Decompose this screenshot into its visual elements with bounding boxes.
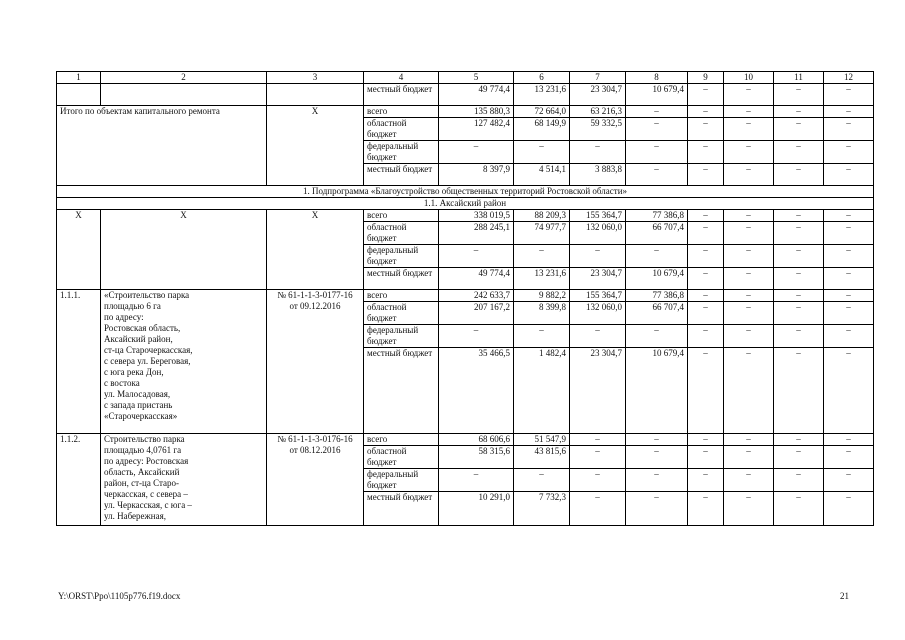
source-label: местный бюджет (364, 348, 439, 434)
source-label: областной бюджет (364, 118, 439, 141)
dash-cell: – (570, 325, 626, 348)
column-header: 6 (514, 72, 570, 84)
dash-cell: – (774, 268, 824, 290)
dash-cell: – (688, 446, 724, 469)
dash-cell: – (439, 141, 514, 164)
section-row (57, 198, 874, 210)
budget-table (56, 71, 874, 526)
object-document: № 61-1-1-3-0176-16 от 08.12.2016 (267, 434, 364, 526)
value-cell: 51 547,9 (514, 434, 570, 446)
dash-cell: – (824, 84, 874, 106)
value-cell: 10 679,4 (626, 348, 688, 434)
column-header: 1 (57, 72, 101, 84)
dash-cell: – (774, 222, 824, 245)
dash-cell: – (774, 302, 824, 325)
value-cell: 13 231,6 (514, 84, 570, 106)
column-header: 4 (364, 72, 439, 84)
itog-title: Итого по объектам капитального ремонта (57, 106, 267, 186)
dash-cell: – (626, 325, 688, 348)
dash-cell: – (774, 492, 824, 526)
value-cell: 72 664,0 (514, 106, 570, 118)
value-cell: 7 732,3 (514, 492, 570, 526)
dash-cell: – (824, 268, 874, 290)
x-cell: Х (57, 210, 101, 290)
table-row (57, 434, 874, 446)
dash-cell: – (774, 84, 824, 106)
dash-cell: – (724, 268, 774, 290)
dash-cell: – (688, 325, 724, 348)
dash-cell: – (439, 469, 514, 492)
source-label: федеральный бюджет (364, 325, 439, 348)
column-header: 3 (267, 72, 364, 84)
value-cell: 135 880,3 (439, 106, 514, 118)
value-cell: 4 514,1 (514, 164, 570, 186)
dash-cell: – (774, 106, 824, 118)
value-cell: 77 386,8 (626, 210, 688, 222)
dash-cell: – (688, 141, 724, 164)
source-label: местный бюджет (364, 492, 439, 526)
source-label: местный бюджет (364, 164, 439, 186)
dash-cell: – (824, 446, 874, 469)
value-cell: 10 291,0 (439, 492, 514, 526)
dash-cell: – (724, 434, 774, 446)
dash-cell: – (774, 210, 824, 222)
dash-cell: – (626, 434, 688, 446)
dash-cell: – (688, 164, 724, 186)
dash-cell: – (724, 84, 774, 106)
source-label: всего (364, 434, 439, 446)
source-label: областной бюджет (364, 446, 439, 469)
dash-cell: – (570, 469, 626, 492)
source-label: федеральный бюджет (364, 469, 439, 492)
dash-cell: – (626, 141, 688, 164)
dash-cell: – (824, 222, 874, 245)
dash-cell: – (724, 222, 774, 245)
value-cell: 74 977,7 (514, 222, 570, 245)
dash-cell: – (824, 302, 874, 325)
column-header: 2 (101, 72, 267, 84)
dash-cell: – (439, 245, 514, 268)
dash-cell: – (626, 164, 688, 186)
column-header: 5 (439, 72, 514, 84)
value-cell: 8 399,8 (514, 302, 570, 325)
district-title: 1.1. Аксайский район (57, 198, 874, 210)
column-header: 9 (688, 72, 724, 84)
source-label: федеральный бюджет (364, 141, 439, 164)
value-cell: 10 679,4 (626, 268, 688, 290)
value-cell: 207 167,2 (439, 302, 514, 325)
source-label: всего (364, 290, 439, 302)
value-cell: 88 209,3 (514, 210, 570, 222)
dash-cell: – (724, 290, 774, 302)
value-cell: 58 315,6 (439, 446, 514, 469)
dash-cell: – (626, 118, 688, 141)
dash-cell: – (724, 446, 774, 469)
dash-cell: – (570, 446, 626, 469)
dash-cell: – (824, 141, 874, 164)
x-cell: Х (101, 210, 267, 290)
dash-cell: – (688, 222, 724, 245)
dash-cell: – (824, 434, 874, 446)
dash-cell: – (570, 245, 626, 268)
source-label: областной бюджет (364, 222, 439, 245)
value-cell: 338 019,5 (439, 210, 514, 222)
x-cell: Х (267, 106, 364, 186)
value-cell: 68 606,6 (439, 434, 514, 446)
dash-cell: – (774, 446, 824, 469)
dash-cell: – (824, 106, 874, 118)
dash-cell: – (626, 492, 688, 526)
dash-cell: – (570, 434, 626, 446)
value-cell: 23 304,7 (570, 84, 626, 106)
dash-cell: – (724, 348, 774, 434)
column-header: 8 (626, 72, 688, 84)
table-row (57, 210, 874, 222)
dash-cell: – (570, 141, 626, 164)
dash-cell: – (774, 245, 824, 268)
dash-cell: – (774, 141, 824, 164)
value-cell: 1 482,4 (514, 348, 570, 434)
value-cell: 8 397,9 (439, 164, 514, 186)
dash-cell: – (824, 325, 874, 348)
table-row (57, 84, 874, 106)
table-row (57, 290, 874, 302)
dash-cell: – (724, 164, 774, 186)
object-document: № 61-1-1-3-0177-16 от 09.12.2016 (267, 290, 364, 434)
value-cell: 66 707,4 (626, 302, 688, 325)
source-label: областной бюджет (364, 302, 439, 325)
dash-cell: – (774, 348, 824, 434)
dash-cell: – (774, 164, 824, 186)
dash-cell: – (724, 118, 774, 141)
value-cell: 23 304,7 (570, 348, 626, 434)
dash-cell: – (688, 469, 724, 492)
dash-cell: – (774, 325, 824, 348)
dash-cell: – (724, 325, 774, 348)
dash-cell: – (724, 492, 774, 526)
value-cell: 155 364,7 (570, 290, 626, 302)
value-cell: 59 332,5 (570, 118, 626, 141)
value-cell: 77 386,8 (626, 290, 688, 302)
dash-cell: – (688, 106, 724, 118)
value-cell: 63 216,3 (570, 106, 626, 118)
dash-cell: – (626, 106, 688, 118)
dash-cell: – (824, 492, 874, 526)
header-row (57, 72, 874, 84)
dash-cell: – (688, 210, 724, 222)
value-cell: 3 883,8 (570, 164, 626, 186)
dash-cell: – (514, 245, 570, 268)
dash-cell: – (824, 290, 874, 302)
object-name: Строительство парка площадью 4,0761 га по адресу: Ростовская область, Аксайский район, ст-ца Старо- черкасская, с севера – ул. Черкасская, с юга – ул. Набережная, (101, 434, 267, 526)
dash-cell: – (724, 469, 774, 492)
value-cell: 132 060,0 (570, 302, 626, 325)
source-label: всего (364, 106, 439, 118)
value-cell: 68 149,9 (514, 118, 570, 141)
value-cell: 43 815,6 (514, 446, 570, 469)
value-cell: 66 707,4 (626, 222, 688, 245)
object-name: «Строительство парка площадью 6 га по адресу: Ростовская область, Аксайский район, ст-ца Старочеркасская, с севера ул. Береговая, с юга река Дон, с востока ул. Малосадовая, с запада пристань «Старочеркасская» (101, 290, 267, 434)
dash-cell: – (688, 290, 724, 302)
value-cell: 49 774,4 (439, 268, 514, 290)
source-label: федеральный бюджет (364, 245, 439, 268)
source-label: местный бюджет (364, 268, 439, 290)
subprogram-title: 1. Подпрограмма «Благоустройство общественных территорий Ростовской области» (57, 186, 874, 198)
dash-cell: – (514, 469, 570, 492)
dash-cell: – (626, 245, 688, 268)
column-header: 7 (570, 72, 626, 84)
column-header: 10 (724, 72, 774, 84)
dash-cell: – (824, 245, 874, 268)
value-cell: 127 482,4 (439, 118, 514, 141)
dash-cell: – (570, 492, 626, 526)
dash-cell: – (774, 434, 824, 446)
dash-cell: – (688, 84, 724, 106)
dash-cell: – (688, 268, 724, 290)
value-cell: 10 679,4 (626, 84, 688, 106)
dash-cell: – (514, 141, 570, 164)
section-row (57, 186, 874, 198)
empty-cell (267, 84, 364, 106)
dash-cell: – (724, 245, 774, 268)
dash-cell: – (724, 210, 774, 222)
dash-cell: – (439, 325, 514, 348)
dash-cell: – (724, 106, 774, 118)
value-cell: 9 882,2 (514, 290, 570, 302)
dash-cell: – (688, 492, 724, 526)
dash-cell: – (688, 348, 724, 434)
dash-cell: – (688, 245, 724, 268)
value-cell: 288 245,1 (439, 222, 514, 245)
column-header: 11 (774, 72, 824, 84)
column-header: 12 (824, 72, 874, 84)
value-cell: 23 304,7 (570, 268, 626, 290)
value-cell: 132 060,0 (570, 222, 626, 245)
dash-cell: – (824, 348, 874, 434)
dash-cell: – (824, 164, 874, 186)
dash-cell: – (724, 302, 774, 325)
footer-page-number: 21 (840, 591, 849, 601)
dash-cell: – (688, 302, 724, 325)
source-label: всего (364, 210, 439, 222)
dash-cell: – (724, 141, 774, 164)
value-cell: 13 231,6 (514, 268, 570, 290)
dash-cell: – (774, 290, 824, 302)
dash-cell: – (774, 118, 824, 141)
dash-cell: – (688, 434, 724, 446)
dash-cell: – (626, 469, 688, 492)
source-label: местный бюджет (364, 84, 439, 106)
empty-cell (101, 84, 267, 106)
value-cell: 35 466,5 (439, 348, 514, 434)
dash-cell: – (626, 446, 688, 469)
table-row (57, 106, 874, 118)
dash-cell: – (688, 118, 724, 141)
footer-file-path: Y:\ORST\Ppo\1105p776.f19.docx (58, 591, 181, 601)
dash-cell: – (774, 469, 824, 492)
dash-cell: – (824, 118, 874, 141)
value-cell: 49 774,4 (439, 84, 514, 106)
value-cell: 155 364,7 (570, 210, 626, 222)
empty-cell (57, 84, 101, 106)
dash-cell: – (824, 469, 874, 492)
dash-cell: – (514, 325, 570, 348)
value-cell: 242 633,7 (439, 290, 514, 302)
object-number: 1.1.1. (57, 290, 101, 434)
dash-cell: – (824, 210, 874, 222)
object-number: 1.1.2. (57, 434, 101, 526)
x-cell: Х (267, 210, 364, 290)
